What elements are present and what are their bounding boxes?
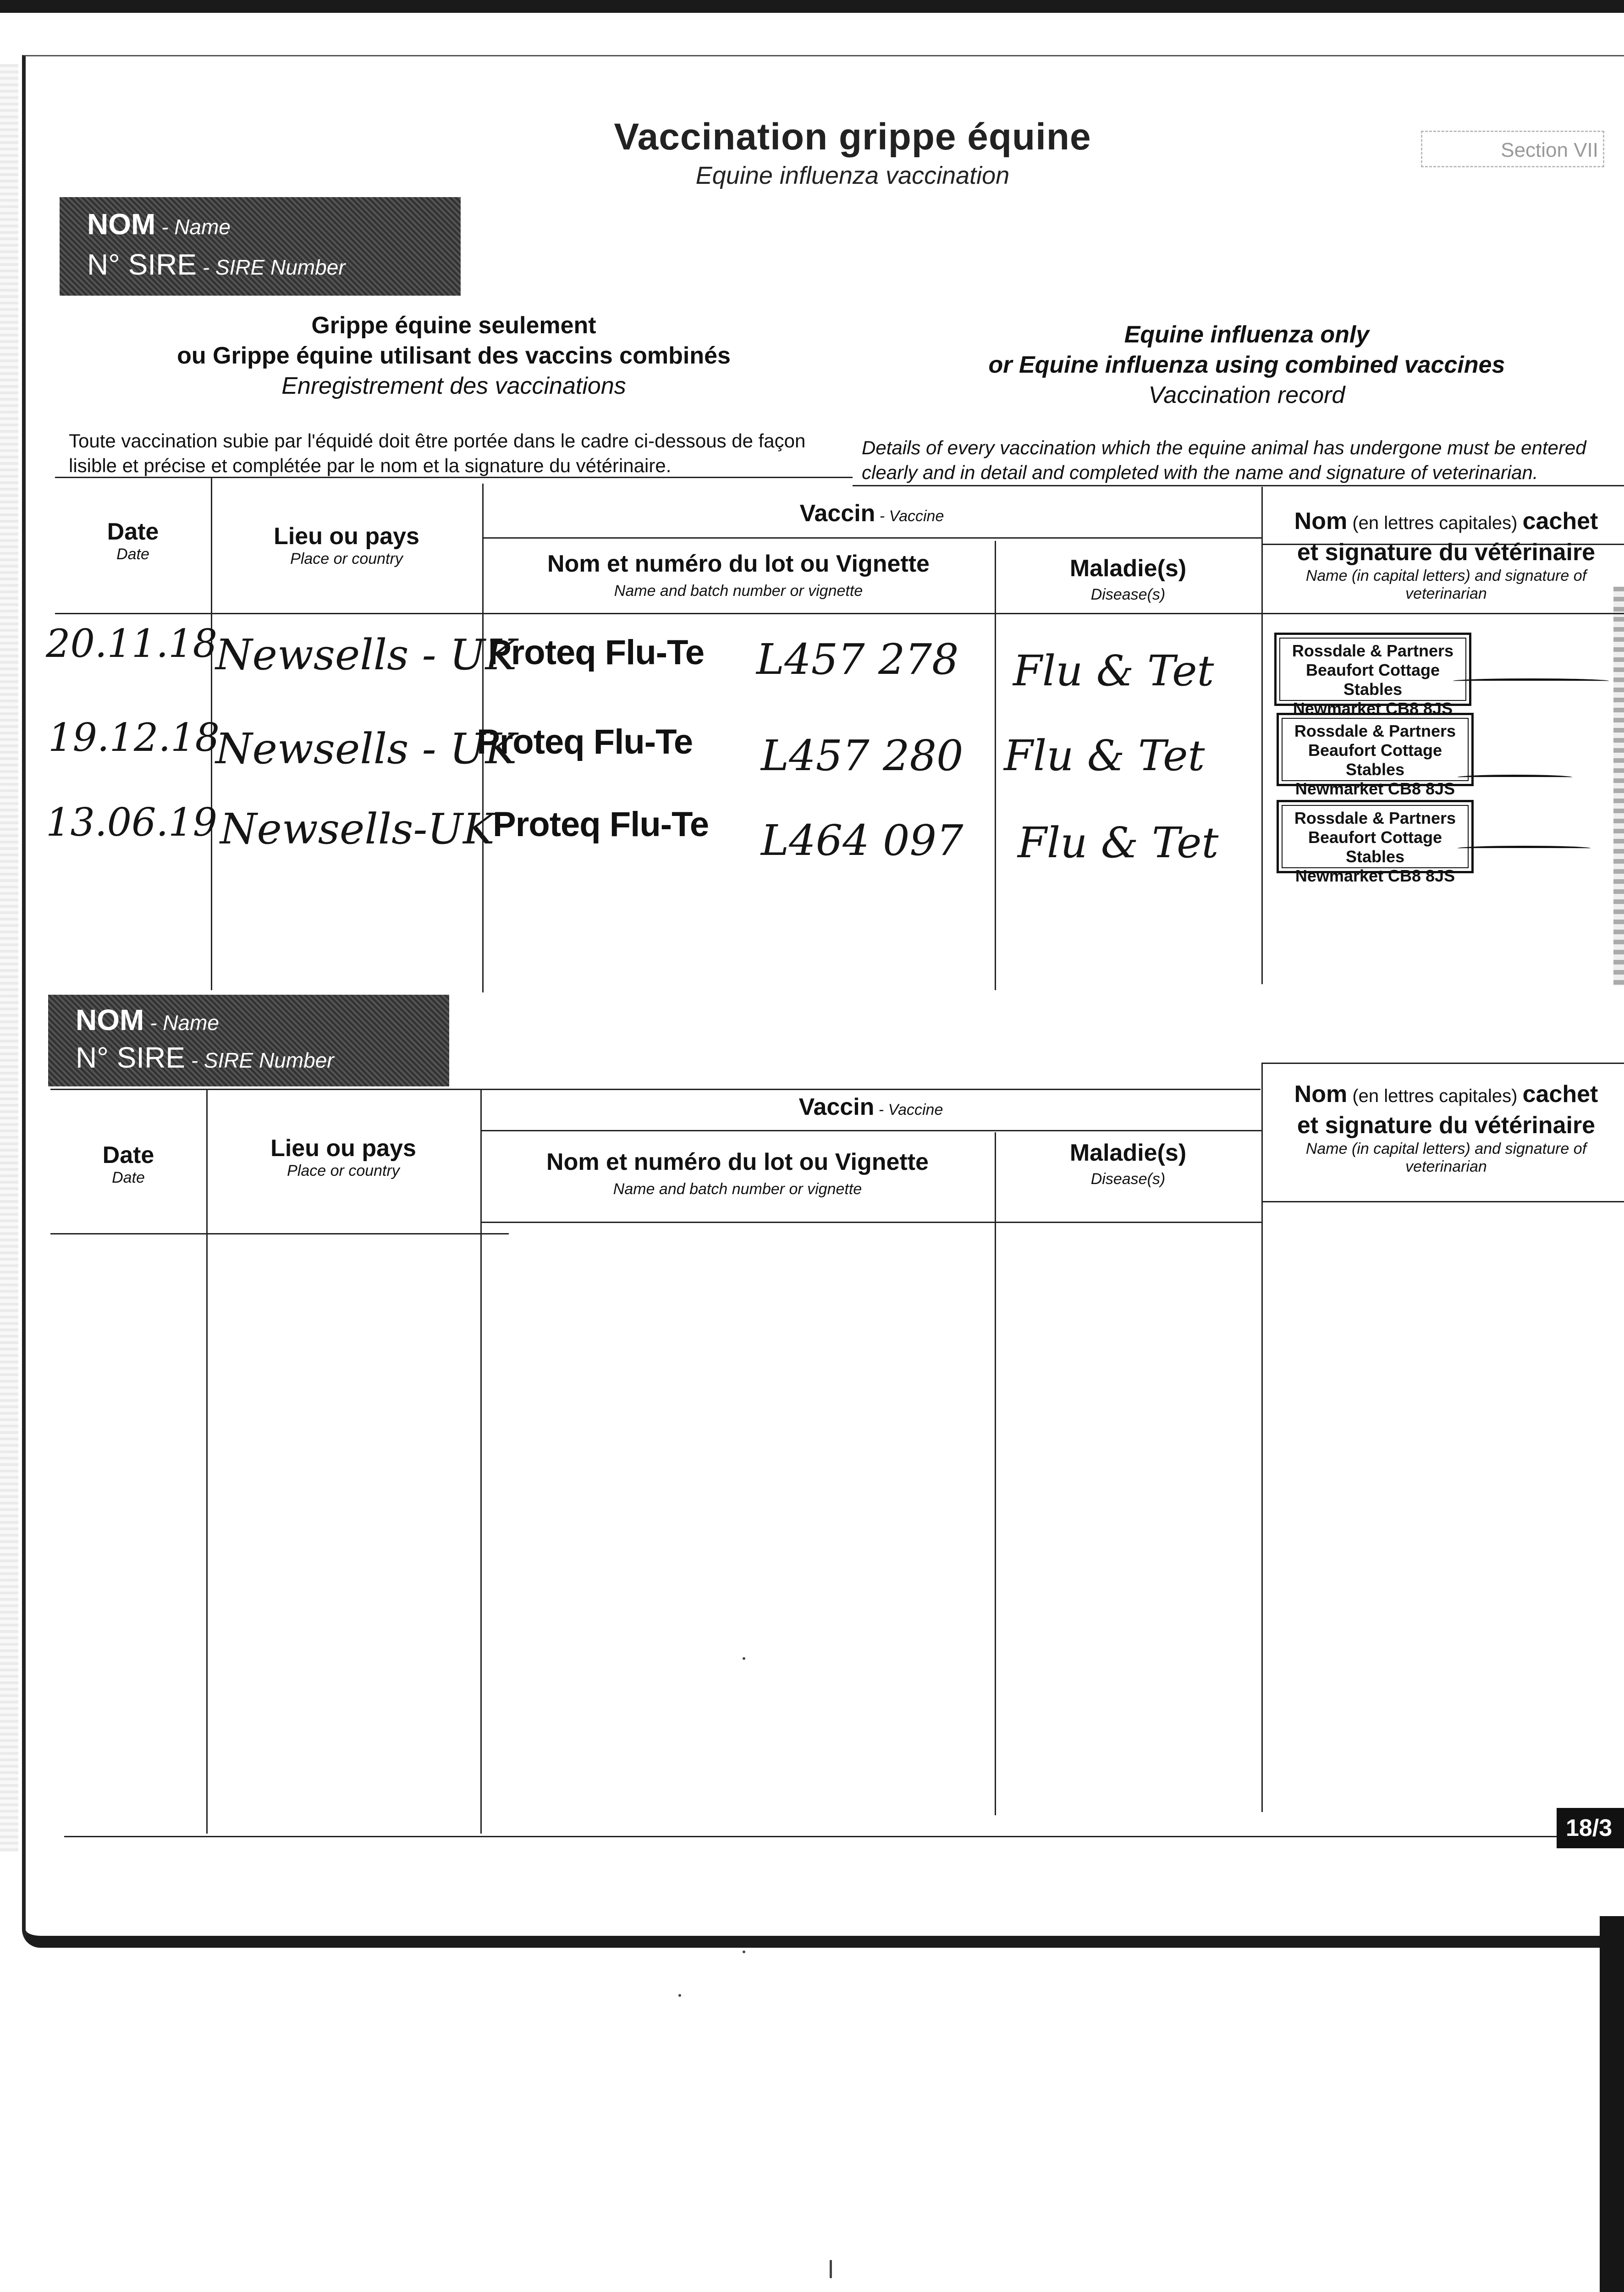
row3-batch: L464 097: [761, 816, 963, 865]
left-heading-line2: ou Grippe équine utilisant des vaccins combinés: [177, 342, 731, 369]
table1-header-vaccine: Vaccin - Vaccine: [799, 500, 944, 527]
right-heading-line3: Vaccination record: [1148, 382, 1345, 408]
scan-speck: [830, 2260, 832, 2278]
scan-speck: [678, 1994, 681, 1997]
nom-sire-box-2: [48, 995, 449, 1086]
table1-top-rule-left: [55, 477, 853, 478]
scan-bottom-right-block: [1600, 1916, 1624, 2292]
table2-col-divider-3: [995, 1132, 996, 1815]
page-subtitle: Equine influenza vaccination: [695, 162, 1010, 189]
scan-speck: [743, 1950, 745, 1953]
row3-disease: Flu & Tet: [1018, 818, 1219, 867]
table2-header-vet: Nom (en lettres capitales) cachet et signature du vétérinaire Name (in capital letters) and signature of veterinarian: [1294, 1081, 1598, 1175]
row2-batch: L457 280: [761, 731, 963, 780]
sire-label-2: N° SIRE: [76, 1041, 185, 1074]
row2-disease: Flu & Tet: [1004, 731, 1205, 780]
row1-vet-stamp: Rossdale & Partners Beaufort Cottage Stables Newmarket CB8 8JS: [1274, 633, 1471, 706]
table1-col-divider-3: [995, 541, 996, 990]
scan-top-edge: [0, 0, 1624, 13]
row2-vaccine: Proteq Flu-Te: [477, 722, 693, 761]
table2-top-rule-left: [50, 1089, 1261, 1090]
table2-header-date: Date Date: [102, 1142, 154, 1186]
row2-date: 19.12.18: [48, 715, 220, 760]
table2-header-disease: Maladie(s) Disease(s): [1069, 1140, 1187, 1188]
table2-bottom-rule: [64, 1836, 1624, 1837]
left-heading-line1: Grippe équine seulement: [311, 312, 596, 339]
row3-signature: [1458, 846, 1591, 851]
left-heading: [138, 312, 770, 400]
left-heading-line3: Enregistrement des vaccinations: [281, 373, 626, 399]
table2-col-divider-1: [206, 1089, 208, 1834]
table1-header-disease: Maladie(s) Disease(s): [1069, 555, 1187, 603]
table2-header-bottom-mid: [480, 1222, 1261, 1223]
table1-header-date: Date Date: [107, 518, 159, 563]
name-label: - Name: [155, 215, 231, 239]
row1-disease: Flu & Tet: [1013, 646, 1214, 695]
table2-header-bottom-right: [1261, 1201, 1624, 1202]
scan-right-edge: [1613, 587, 1624, 986]
page-title: Vaccination grippe équine: [614, 116, 1091, 158]
row1-vaccine: Proteq Flu-Te: [488, 633, 705, 672]
row1-signature: [1453, 678, 1609, 683]
scan-speck: [743, 1657, 745, 1660]
row2-place: Newsells - UK: [215, 724, 517, 773]
row1-batch: L457 278: [756, 635, 959, 684]
table1-header-place: Lieu ou pays Place or country: [274, 523, 419, 567]
row3-place: Newsells-UK: [220, 804, 495, 854]
nom-sire-box: [60, 197, 461, 296]
sire-number-label: - SIRE Number: [196, 255, 346, 279]
page-number-badge: 18/3: [1557, 1808, 1624, 1848]
table2-col-divider-2: [480, 1089, 482, 1834]
nom-label-2: NOM: [76, 1003, 144, 1036]
note-english: Details of every vaccination which the equine animal has undergone must be entered clearly and in detail and completed with the name and signature of veterinarian.: [862, 437, 1586, 483]
scan-left-edge: [0, 64, 18, 1852]
right-heading-line1: Equine influenza only: [1124, 321, 1370, 348]
row2-signature: [1458, 775, 1572, 780]
row1-place: Newsells - UK: [215, 630, 517, 679]
row2-vet-stamp: Rossdale & Partners Beaufort Cottage Stables Newmarket CB8 8JS: [1277, 713, 1474, 786]
row3-vaccine: Proteq Flu-Te: [493, 805, 709, 844]
table2-header-batch: Nom et numéro du lot ou Vignette Name and batch number or vignette: [546, 1149, 929, 1198]
right-heading: [944, 321, 1549, 409]
table2-header-vaccine: Vaccin - Vaccine: [798, 1094, 943, 1120]
row3-date: 13.06.19: [46, 800, 218, 845]
section-label: Section VII: [1421, 131, 1604, 167]
table2-header-place: Lieu ou pays Place or country: [270, 1135, 416, 1179]
table1-header-bottom-rule: [55, 613, 1624, 614]
row3-vet-stamp: Rossdale & Partners Beaufort Cottage Stables Newmarket CB8 8JS: [1277, 800, 1474, 873]
table1-header-vet: Nom (en lettres capitales) cachet et signature du vétérinaire Name (in capital letters) and signature of veterinarian: [1294, 508, 1598, 602]
table1-vaccin-rule: [482, 537, 1261, 539]
table1-top-rule-right: [853, 485, 1624, 486]
table2-header-bottom-left: [50, 1233, 509, 1234]
table2-top-rule-right: [1261, 1063, 1624, 1064]
right-heading-line2: or Equine influenza using combined vaccines: [988, 352, 1505, 378]
nom-label: NOM: [87, 208, 156, 241]
table1-header-batch: Nom et numéro du lot ou Vignette Name and batch number or vignette: [547, 551, 930, 600]
row1-date: 20.11.18: [46, 621, 218, 666]
sire-label: N° SIRE: [87, 248, 197, 281]
note-french: Toute vaccination subie par l'équidé doit être portée dans le cadre ci-dessous de façon lisible et précise et complétée par le nom et la signature du vétérinaire.: [69, 430, 806, 476]
name-label-2: - Name: [144, 1011, 219, 1035]
table2-vaccin-rule: [480, 1130, 1261, 1131]
sire-number-label-2: - SIRE Number: [185, 1048, 334, 1072]
